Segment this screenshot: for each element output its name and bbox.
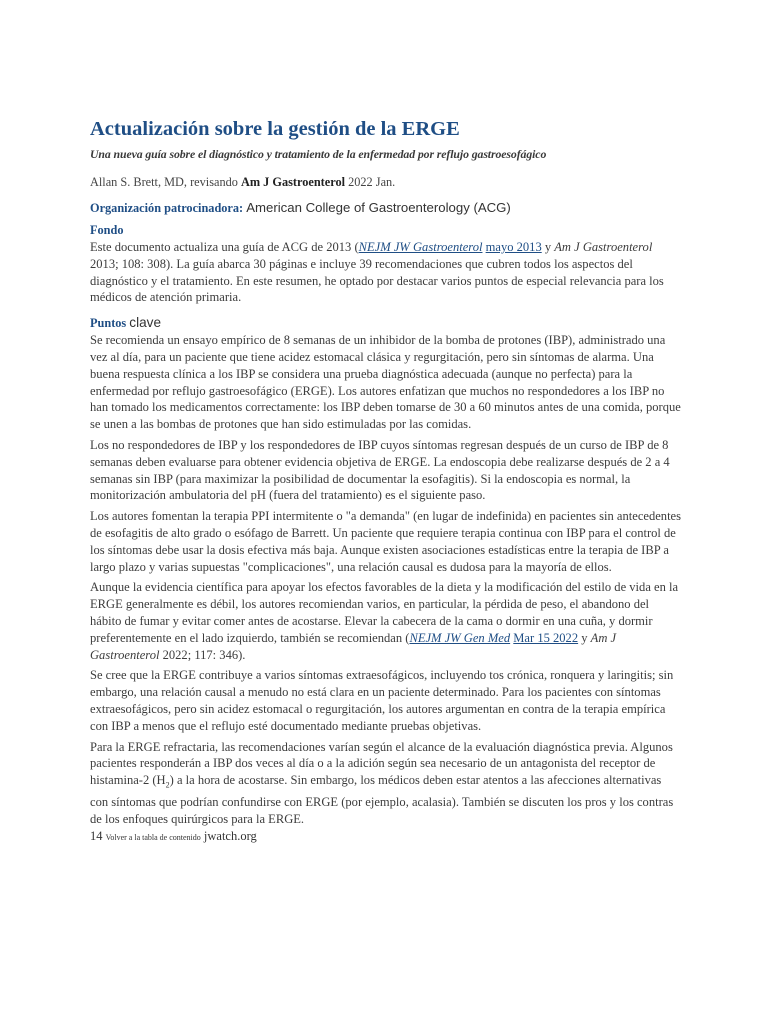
back-to-toc-link[interactable]: Volver a la tabla de contenido — [105, 833, 201, 842]
sponsor-value: American College of Gastroenterology (ACG) — [246, 200, 511, 215]
fondo-cite: Am J Gastroenterol — [554, 240, 653, 254]
article-subtitle: Una nueva guía sobre el diagnóstico y tratamiento de la enfermedad por reflujo gastroesofágico — [90, 147, 547, 161]
puntos-paragraph-5: Se cree que la ERGE contribuye a varios síntomas extraesofágicos, incluyendo tos crónica, ronquera y laringitis; sin embargo, una relación causal a menudo no está clara en un paciente determinado. Para los pacientes con síntomas extraesofágicos, pero sin acidez estomacal o regurgitación, los autores argumentan en contra de la terapia empírica con IBP a menos que el reflujo esté documentado mediante pruebas objetivas. — [90, 668, 674, 733]
puntos-heading: Puntos — [90, 316, 127, 331]
link-nejm-jw-gen-med[interactable]: NEJM JW Gen Med — [409, 630, 511, 645]
section-heading-fondo: Fondo — [90, 223, 124, 237]
sponsor-label: Organización patrocinadora: — [90, 201, 244, 215]
section-heading-puntos — [90, 315, 682, 331]
sponsor — [90, 200, 682, 216]
p4-text-a: Aunque la evidencia científica para apoyar los efectos favorables de la dieta y la modificación del estilo de vida en la ERGE generalmente es débil, los autores recomiendan varios, en particular, la pérdida de peso, el abandono del hábito de fumar y evitar comer antes de acostarse. Elevar la cabecera de la cama o dormir en una cuña, y dormir preferentemente en el lado izquierdo, también se recomiendan ( — [90, 580, 679, 645]
puntos-paragraph-4 — [90, 579, 682, 663]
site-name: jwatch.org — [203, 829, 257, 843]
byline-date: 2022 Jan. — [348, 175, 396, 189]
p4-text-c: 2022; 117: 346). — [159, 647, 246, 662]
byline — [90, 175, 682, 190]
link-mar-15-2022[interactable]: Mar 15 2022 — [513, 630, 579, 645]
fondo-text-a: Este documento actualiza una guía de ACG de 2013 ( — [90, 240, 359, 254]
puntos-paragraph-2: Los no respondedores de IBP y los respondedores de IBP cuyos síntomas regresan después de un curso de IBP de 8 semanas deben evaluarse para obtener evidencia objetiva de ERGE. La endoscopia debe realizarse después de 2 a 4 semanas sin IBP (para maximizar la posibilidad de documentar la esofagitis). Si la endoscopia es normal, la monitorización ambulatoria del pH (fuera del tratamiento) es el siguiente paso. — [90, 437, 670, 503]
article — [90, 116, 682, 844]
p4-cite: Am J Gastroenterol — [90, 630, 617, 662]
link-mayo-2013[interactable]: mayo 2013 — [485, 240, 542, 254]
p4-text-b: y — [578, 630, 591, 645]
fondo-text-c: 2013; 108: 308). La guía abarca 30 páginas e incluye 39 recomendaciones que cubren todos los aspectos del diagnóstico y el tratamiento. En este resumen, he optado por destacar varios puntos de especial relevancia para los médicos de atención primaria. — [90, 256, 664, 305]
page-number: 14 — [90, 829, 103, 843]
byline-journal: Am J Gastroenterol — [240, 175, 346, 189]
puntos-paragraph-6 — [90, 739, 682, 828]
byline-author: Allan S. Brett, MD, revisando — [90, 175, 238, 189]
link-nejm-jw-gastroenterol[interactable]: NEJM JW Gastroenterol — [358, 240, 483, 254]
puntos-paragraph-3: Los autores fomentan la terapia PPI intermitente o "a demanda" (en lugar de indefinida) en pacientes sin antecedentes de esofagitis de alto grado o esófago de Barrett. Un paciente que requiere terapia continua con IBP para el control de los síntomas debe usar la dosis efectiva más baja. Aunque existen asociaciones estadísticas entre la terapia de IBP a largo plazo y varias supuestas "complicaciones", una relación causal es dudosa para la mayoría de ellos. — [90, 509, 682, 574]
puntos-heading-clave: clave — [129, 315, 162, 331]
puntos-paragraph-1: Se recomienda un ensayo empírico de 8 semanas de un inhibidor de la bomba de protones (IBP), administrado una vez al día, para un paciente que tiene acidez estomacal clásica y regurgitación, pero sin síntomas de alarma. Una buena respuesta clínica a los IBP se considera una prueba diagnóstica adecuada (aunque no perfecta) para la enfermedad por reflujo gastroesofágico (ERGE). Los autores enfatizan que muchos no respondedores a los IBP no han tomado los medicamentos correctamente: los IBP deben tomarse de 30 a 60 minutos antes de una comida, porque se unen a las bombas de protones que han sido estimuladas por las comidas. — [90, 333, 681, 432]
p6-text-a: Para la ERGE refractaria, las recomendaciones varían según el alcance de la evaluación diagnóstica previa. Algunos pacientes responderán a IBP dos veces al día o a la adición según sea necesario de un antagonista del receptor de histamina-2 (H — [90, 739, 673, 788]
fondo-text-b: y — [541, 240, 555, 254]
footer — [90, 829, 682, 844]
p6-text-b: ) a la hora de acostarse. Sin embargo, los médicos deben estar atentos a las afecciones alternativas con síntomas que podrían confundirse con ERGE (por ejemplo, acalasia). También se discuten los pros y los contras de los enfoques quirúrgicos para la ERGE. — [90, 773, 674, 827]
fondo-paragraph — [90, 239, 682, 306]
article-title: Actualización sobre la gestión de la ERGE — [90, 118, 460, 140]
p6-subscript: 2 — [165, 780, 170, 790]
